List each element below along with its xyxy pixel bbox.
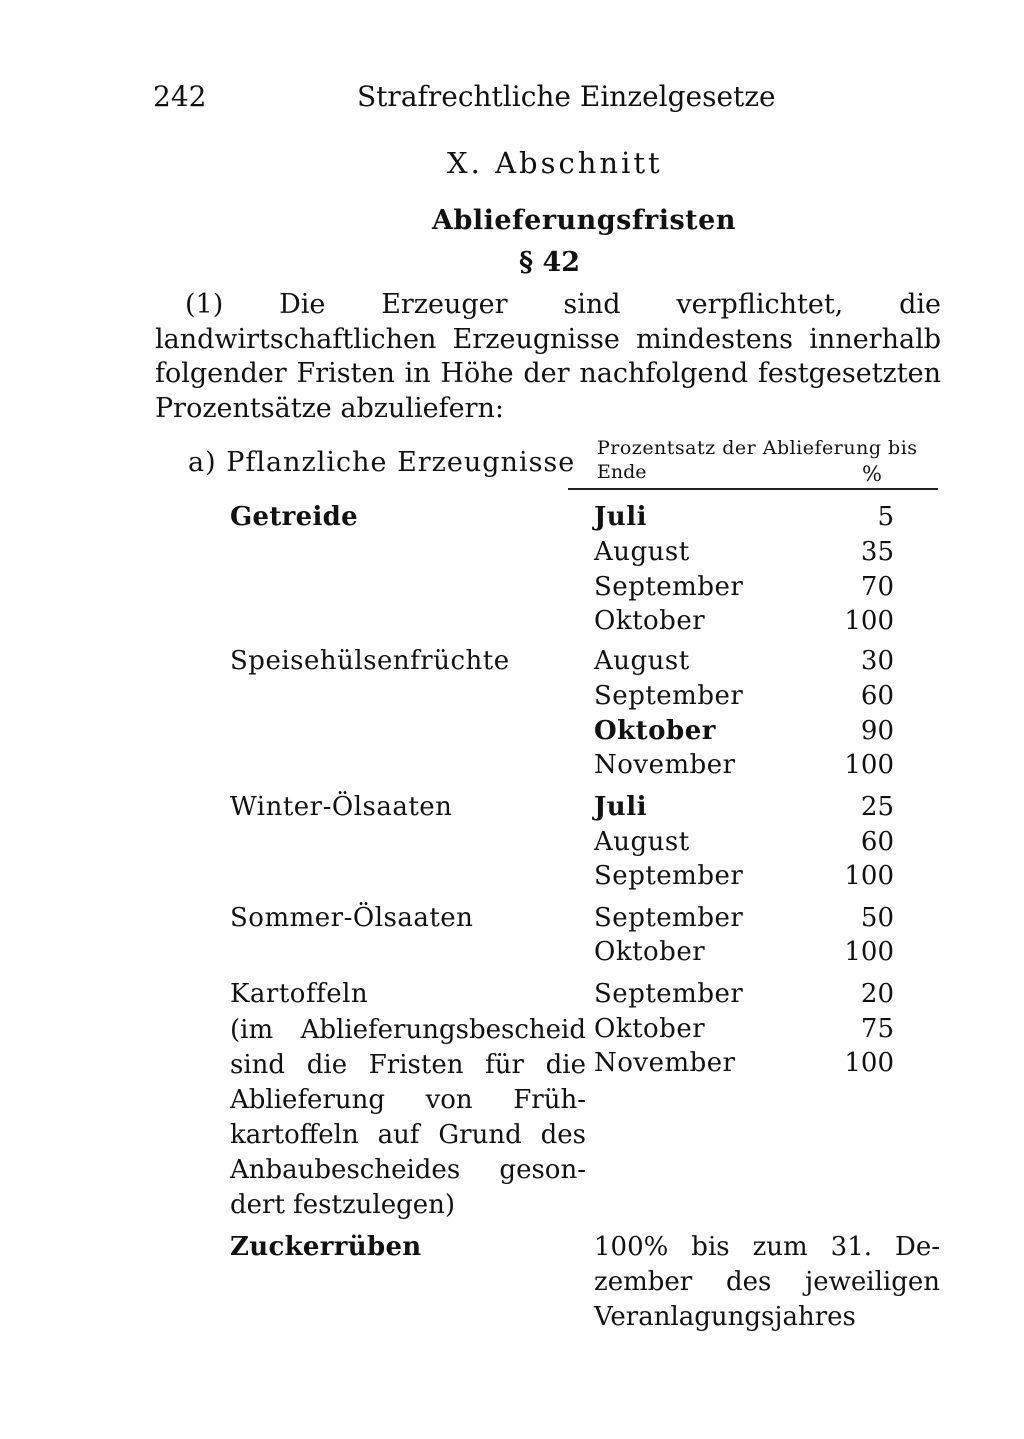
percent-cell: 50 [860, 903, 894, 933]
crop-kartoffeln: Kartoffeln [230, 979, 369, 1009]
section-heading: Ablieferungsfristen [432, 205, 736, 236]
note-line: 100% bis zum 31. De- [594, 1232, 940, 1262]
month-cell: Oktober [594, 937, 706, 967]
group-label: a) Pflanzliche Erzeugnisse [188, 447, 576, 478]
month-cell: August [594, 827, 690, 857]
month-cell: August [594, 646, 690, 676]
percent-cell: 100 [844, 606, 894, 636]
percent-cell: 100 [844, 750, 894, 780]
intro-paragraph [155, 288, 941, 426]
page-number: 242 [153, 80, 207, 113]
crop-getreide: Getreide [230, 502, 358, 532]
percent-cell: 30 [860, 646, 894, 676]
crop-winter-oelsaaten: Winter-Ölsaaten [230, 792, 453, 822]
percent-header: % [862, 462, 882, 486]
percent-cell: 5 [877, 502, 894, 532]
section-label: X. Abschnitt [447, 146, 663, 180]
percent-cell: 25 [860, 792, 894, 822]
month-cell: Oktober [594, 1014, 706, 1044]
intro-text: (1) Die Erzeuger sind verpflichtet, die landwirtschaftlichen Erzeugnisse mindestens innerhalb folgender Fristen in Höhe der nachfolgend festgesetzten Prozentsätze abzuliefern: [155, 289, 941, 424]
note-line: dert festzulegen) [230, 1190, 456, 1220]
percent-cell: 100 [844, 1048, 894, 1078]
month-cell: September [594, 861, 744, 891]
month-cell: November [594, 1048, 736, 1078]
month-cell: November [594, 750, 736, 780]
header-rule [568, 488, 938, 490]
zuckerrueben-note [594, 1230, 940, 1335]
percent-cell: 100 [844, 937, 894, 967]
crop-sommer-oelsaaten: Sommer-Ölsaaten [230, 903, 474, 933]
percent-cell: 20 [860, 979, 894, 1009]
crop-zuckerrueben: Zuckerrüben [230, 1232, 422, 1262]
month-cell: September [594, 572, 744, 602]
running-title: Strafrechtliche Einzelgesetze [357, 80, 776, 113]
crop-speisehuelsenfruechte: Speisehülsenfrüchte [230, 646, 510, 676]
month-cell: Juli [594, 792, 647, 822]
month-cell: September [594, 903, 744, 933]
percent-cell: 60 [860, 827, 894, 857]
month-cell: Oktober [594, 716, 716, 746]
note-line: kartoffeln auf Grund des [230, 1120, 586, 1150]
note-line: sind die Fristen für die [230, 1050, 586, 1080]
column-header-line1: Prozentsatz der Ablieferung bis [597, 437, 918, 459]
month-cell: September [594, 979, 744, 1009]
note-line: Veranlagungsjahres [594, 1302, 856, 1332]
note-line: (im Ablieferungsbescheid [230, 1015, 586, 1045]
month-cell: August [594, 537, 690, 567]
note-line: Ablieferung von Früh- [230, 1085, 586, 1115]
note-line: Anbaubescheides geson- [230, 1155, 586, 1185]
month-cell: Oktober [594, 606, 706, 636]
note-line: zember des jeweiligen [594, 1267, 940, 1297]
percent-cell: 70 [860, 572, 894, 602]
kartoffeln-note [230, 1013, 586, 1223]
column-header-line2: Ende [597, 461, 647, 483]
percent-cell: 90 [860, 716, 894, 746]
percent-cell: 35 [860, 537, 894, 567]
percent-cell: 75 [860, 1014, 894, 1044]
month-cell: Juli [594, 502, 647, 532]
percent-cell: 60 [860, 681, 894, 711]
month-cell: September [594, 681, 744, 711]
percent-cell: 100 [844, 861, 894, 891]
paragraph-number: § 42 [519, 247, 581, 278]
